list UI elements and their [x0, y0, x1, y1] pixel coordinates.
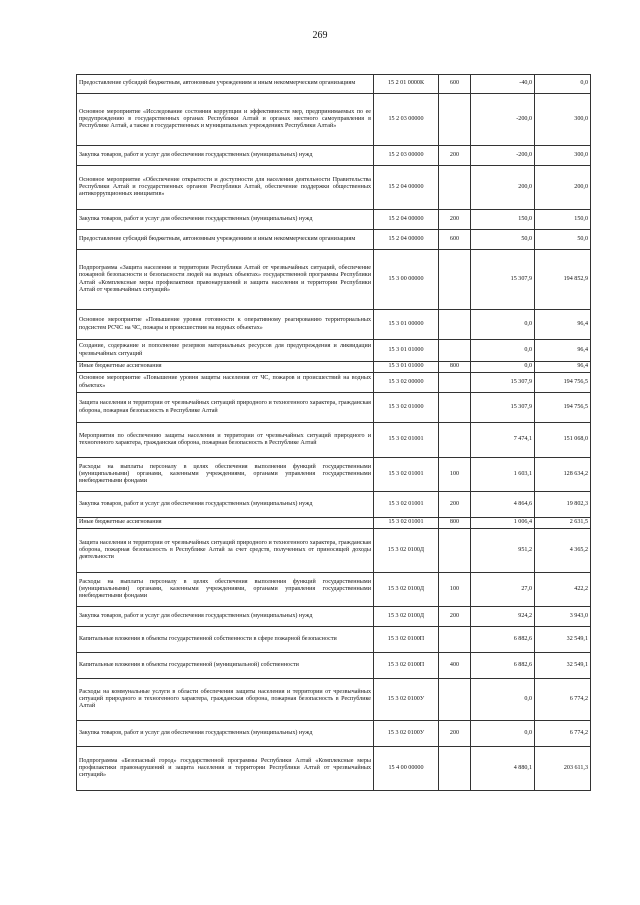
cell-amount-2: 32 549,1 [535, 653, 591, 679]
cell-code: 15 3 02 01001 [374, 492, 439, 518]
cell-amount-1: 1 603,1 [471, 458, 535, 492]
cell-type [439, 250, 471, 310]
table-row [77, 653, 591, 679]
cell-type: 200 [439, 607, 471, 627]
cell-code: 15 3 02 0100У [374, 721, 439, 747]
cell-amount-2: 128 634,2 [535, 458, 591, 492]
cell-type [439, 373, 471, 393]
cell-type: 800 [439, 518, 471, 529]
cell-name: Закупка товаров, работ и услуг для обеспечения государственных (муниципальных) нужд [77, 492, 374, 518]
cell-code: 15 2 04 00000 [374, 166, 439, 210]
cell-amount-2: 96,4 [535, 310, 591, 340]
cell-code: 15 2 04 00000 [374, 230, 439, 250]
cell-code: 15 3 00 00000 [374, 250, 439, 310]
cell-amount-2: 96,4 [535, 340, 591, 362]
cell-type: 600 [439, 230, 471, 250]
table-row [77, 362, 591, 373]
table-row [77, 373, 591, 393]
table-row [77, 721, 591, 747]
table-row [77, 607, 591, 627]
cell-type [439, 94, 471, 146]
cell-name: Создание, содержание и пополнение резервов материальных ресурсов для предупреждения и ликвидации чрезвычайных ситуаций [77, 340, 374, 362]
cell-name: Закупка товаров, работ и услуг для обеспечения государственных (муниципальных) нужд [77, 210, 374, 230]
cell-type: 200 [439, 146, 471, 166]
cell-type [439, 423, 471, 458]
cell-type [439, 310, 471, 340]
table-row [77, 230, 591, 250]
cell-name: Расходы на коммунальные услуги в области обеспечения защиты населения и территории от чрезвычайных ситуаций природного и техногенного характера, гражданская оборона, пожарная безопасность в Республике Алтай [77, 679, 374, 721]
table-row [77, 250, 591, 310]
table-row [77, 340, 591, 362]
cell-amount-1: 15 307,9 [471, 250, 535, 310]
table-row [77, 458, 591, 492]
cell-amount-2: 194 756,5 [535, 393, 591, 423]
cell-code: 15 2 03 00000 [374, 146, 439, 166]
cell-name: Основное мероприятие «Повышение уровня готовности к оперативному реагированию территориальных подсистем РСЧС на ЧС, пожары и происшествия на водных объектах» [77, 310, 374, 340]
cell-type [439, 529, 471, 573]
cell-amount-2: 4 365,2 [535, 529, 591, 573]
table-row [77, 310, 591, 340]
cell-code: 15 3 01 00000 [374, 310, 439, 340]
cell-type [439, 166, 471, 210]
cell-code: 15 2 04 00000 [374, 210, 439, 230]
cell-amount-1: 200,0 [471, 166, 535, 210]
cell-name: Закупка товаров, работ и услуг для обеспечения государственных (муниципальных) нужд [77, 607, 374, 627]
cell-amount-2: 194 756,5 [535, 373, 591, 393]
cell-code: 15 3 01 01000 [374, 362, 439, 373]
cell-name: Капитальные вложения в объекты государственной (муниципальной) собственности [77, 653, 374, 679]
cell-amount-2: 0,0 [535, 75, 591, 94]
cell-type: 100 [439, 458, 471, 492]
cell-code: 15 3 02 01001 [374, 458, 439, 492]
cell-name: Расходы на выплаты персоналу в целях обеспечения выполнения функций государственными (муниципальными) органами, казенными учреждениями, органами управления государственными внебюджетными фондами [77, 573, 374, 607]
cell-amount-1: 150,0 [471, 210, 535, 230]
table-row [77, 94, 591, 146]
cell-type [439, 747, 471, 791]
cell-name: Иные бюджетные ассигнования [77, 518, 374, 529]
cell-amount-2: 300,0 [535, 94, 591, 146]
cell-type [439, 340, 471, 362]
cell-code: 15 3 02 01001 [374, 518, 439, 529]
cell-amount-1: -200,0 [471, 94, 535, 146]
table-row [77, 146, 591, 166]
cell-name: Предоставление субсидий бюджетным, автономным учреждениям и иным некоммерческим организациям [77, 75, 374, 94]
cell-amount-2: 3 943,0 [535, 607, 591, 627]
cell-name: Основное мероприятие «Исследование состояния коррупции и эффективности мер, предпринимаемых по ее предупреждению в государственных органах Республики Алтай и органах местного самоуправления в Республике Алтай, а также в государственных и муниципальных учреждениях Республики Алтай» [77, 94, 374, 146]
cell-amount-1: 0,0 [471, 362, 535, 373]
cell-type: 200 [439, 210, 471, 230]
cell-code: 15 4 00 00000 [374, 747, 439, 791]
table-row [77, 492, 591, 518]
cell-code: 15 3 02 0100У [374, 679, 439, 721]
cell-amount-1: 0,0 [471, 340, 535, 362]
table-row [77, 679, 591, 721]
cell-amount-1: 0,0 [471, 721, 535, 747]
cell-name: Основное мероприятие «Повышение уровня защиты населения от ЧС, пожаров и происшествий на водных объектах» [77, 373, 374, 393]
cell-code: 15 3 02 01000 [374, 393, 439, 423]
cell-name: Подпрограмма «Защита населения и территории Республики Алтай от чрезвычайных ситуаций, обеспечение пожарной безопасности и безопасности людей на водных объектах» государственной программы Республики Алтай «Комплексные меры профилактики правонарушений и защита населения и территории Республики Алтай от чрезвычайных ситуаций» [77, 250, 374, 310]
cell-amount-1: 7 474,1 [471, 423, 535, 458]
table-row [77, 627, 591, 653]
cell-code: 15 2 01 0000К [374, 75, 439, 94]
cell-code: 15 3 02 0100П [374, 653, 439, 679]
cell-amount-2: 32 549,1 [535, 627, 591, 653]
cell-code: 15 3 01 01000 [374, 340, 439, 362]
cell-amount-2: 6 774,2 [535, 721, 591, 747]
cell-amount-1: 50,0 [471, 230, 535, 250]
cell-name: Расходы на выплаты персоналу в целях обеспечения выполнения функций государственными (муниципальными) органами, казенными учреждениями, органами управления государственными внебюджетными фондами [77, 458, 374, 492]
table-row [77, 75, 591, 94]
cell-amount-2: 151 068,0 [535, 423, 591, 458]
cell-name: Подпрограмма «Безопасный город» государственной программы Республики Алтай «Комплексные меры профилактики правонарушений и защита населения и территории Республики Алтай от чрезвычайных ситуаций» [77, 747, 374, 791]
budget-table [76, 74, 591, 791]
cell-code: 15 3 02 01001 [374, 423, 439, 458]
cell-type: 400 [439, 653, 471, 679]
cell-name: Защита населения и территории от чрезвычайных ситуаций природного и техногенного характера, гражданская оборона, пожарная безопасность в Республике Алтай [77, 393, 374, 423]
table-row [77, 166, 591, 210]
cell-amount-2: 203 611,3 [535, 747, 591, 791]
cell-amount-1: 924,2 [471, 607, 535, 627]
cell-amount-1: 4 864,6 [471, 492, 535, 518]
table-row [77, 393, 591, 423]
cell-amount-1: 6 882,6 [471, 653, 535, 679]
cell-amount-2: 50,0 [535, 230, 591, 250]
cell-type: 800 [439, 362, 471, 373]
cell-amount-1: 15 307,9 [471, 373, 535, 393]
cell-amount-2: 19 802,3 [535, 492, 591, 518]
cell-code: 15 3 02 0100Д [374, 573, 439, 607]
cell-type [439, 627, 471, 653]
cell-code: 15 3 02 0100Д [374, 607, 439, 627]
cell-name: Иные бюджетные ассигнования [77, 362, 374, 373]
table-body [77, 75, 591, 791]
cell-amount-2: 150,0 [535, 210, 591, 230]
cell-amount-1: 0,0 [471, 310, 535, 340]
cell-name: Капитальные вложения в объекты государственной собственности в сфере пожарной безопасности [77, 627, 374, 653]
cell-type: 100 [439, 573, 471, 607]
table-row [77, 423, 591, 458]
page-number: 269 [312, 30, 328, 41]
cell-name: Предоставление субсидий бюджетным, автономным учреждениям и иным некоммерческим организациям [77, 230, 374, 250]
cell-amount-1: 951,2 [471, 529, 535, 573]
cell-name: Мероприятия по обеспечению защиты населения и территории от чрезвычайных ситуаций природного и техногенного характера, гражданская оборона, пожарная безопасность в Республике Алтай [77, 423, 374, 458]
table-row [77, 518, 591, 529]
cell-amount-2: 2 631,5 [535, 518, 591, 529]
cell-name: Защита населения и территории от чрезвычайных ситуаций природного и техногенного характера, гражданская оборона, пожарная безопасность в Республике Алтай за счет средств, полученных от приносящей доходы деятельности [77, 529, 374, 573]
cell-amount-2: 194 852,9 [535, 250, 591, 310]
cell-type [439, 393, 471, 423]
cell-type [439, 679, 471, 721]
cell-amount-1: -40,0 [471, 75, 535, 94]
cell-name: Закупка товаров, работ и услуг для обеспечения государственных (муниципальных) нужд [77, 721, 374, 747]
cell-code: 15 3 02 0100Д [374, 529, 439, 573]
cell-code: 15 3 02 00000 [374, 373, 439, 393]
cell-amount-1: -200,0 [471, 146, 535, 166]
cell-amount-1: 27,0 [471, 573, 535, 607]
cell-amount-1: 1 006,4 [471, 518, 535, 529]
table-row [77, 747, 591, 791]
cell-name: Закупка товаров, работ и услуг для обеспечения государственных (муниципальных) нужд [77, 146, 374, 166]
cell-amount-2: 200,0 [535, 166, 591, 210]
cell-amount-1: 4 880,1 [471, 747, 535, 791]
cell-amount-2: 6 774,2 [535, 679, 591, 721]
cell-name: Основное мероприятие «Обеспечение открытости и доступности для населения деятельности Правительства Республики Алтай и государственных органов Республики Алтай, обеспечение поддержки общественных антикоррупционных инициатив» [77, 166, 374, 210]
cell-code: 15 2 03 00000 [374, 94, 439, 146]
cell-amount-1: 15 307,9 [471, 393, 535, 423]
cell-amount-1: 0,0 [471, 679, 535, 721]
cell-amount-1: 6 882,6 [471, 627, 535, 653]
table-row [77, 573, 591, 607]
cell-type: 200 [439, 492, 471, 518]
table-row [77, 210, 591, 230]
cell-amount-2: 422,2 [535, 573, 591, 607]
cell-code: 15 3 02 0100П [374, 627, 439, 653]
cell-type: 200 [439, 721, 471, 747]
table-row [77, 529, 591, 573]
cell-type: 600 [439, 75, 471, 94]
cell-amount-2: 300,0 [535, 146, 591, 166]
cell-amount-2: 96,4 [535, 362, 591, 373]
